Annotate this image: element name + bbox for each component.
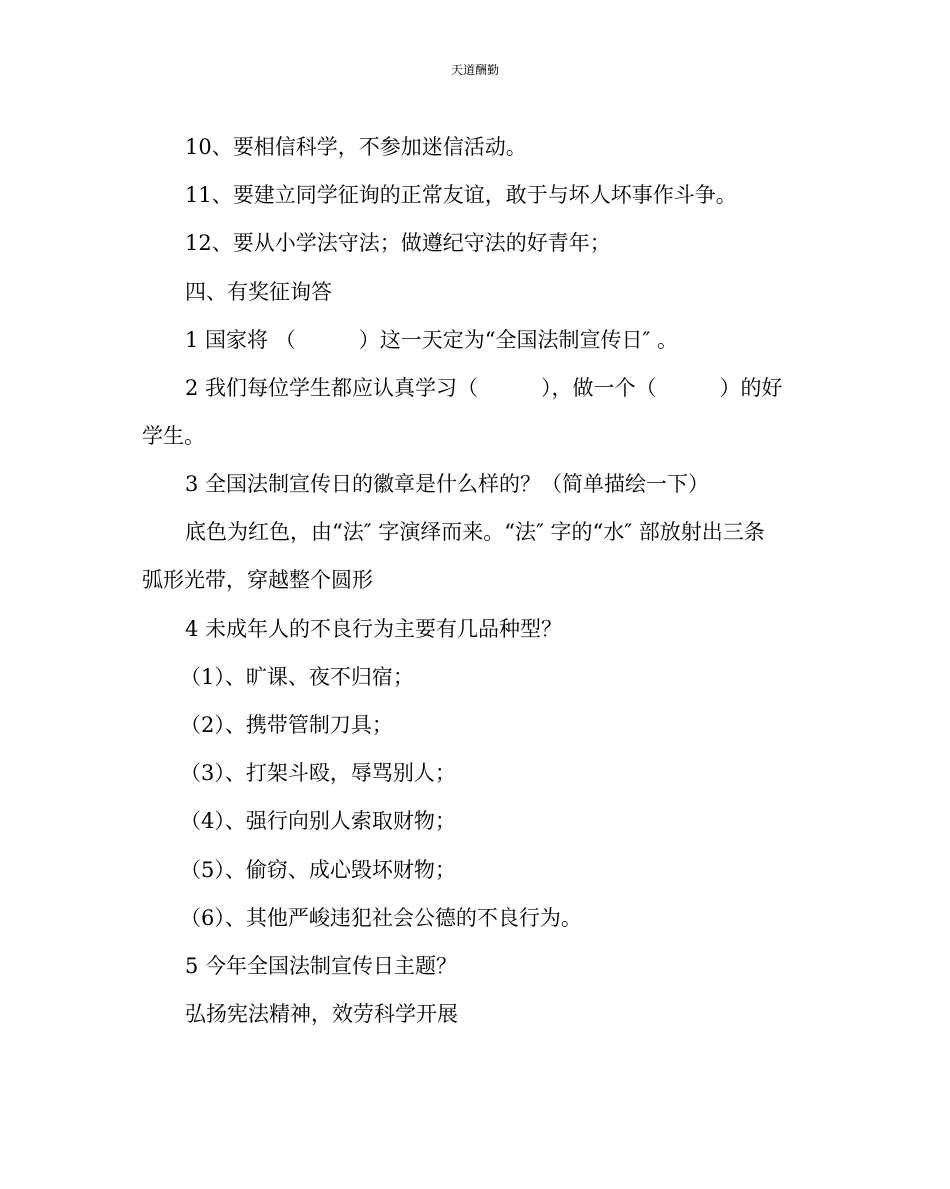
answer-4-item-2: （2）、携带管制刀具； <box>180 713 393 737</box>
rule-10: 10、要相信科学，不参加迷信活动。 <box>185 135 527 159</box>
answer-3-continued: 弧形光带，穿越整个圆形 <box>142 568 373 592</box>
answer-3: 底色为红色，由“法″ 字演绎而来。“法″ 字的“水″ 部放射出三条 <box>185 520 765 544</box>
question-4: 4 未成年人的不良行为主要有几品种型？ <box>185 617 563 641</box>
question-2-continued: 学生。 <box>142 424 205 448</box>
question-3: 3 全国法制宣传日的徽章是什么样的？（简单描绘一下） <box>185 472 710 496</box>
answer-4-item-5: （5）、偷窃、成心毁坏财物； <box>180 858 456 882</box>
section-heading-quiz: 四、有奖征询答 <box>185 280 332 304</box>
answer-4-item-3: （3）、打架斗殴，辱骂别人； <box>180 761 456 785</box>
question-5: 5 今年全国法制宣传日主题？ <box>185 954 458 978</box>
rule-12: 12、要从小学法守法；做遵纪守法的好青年； <box>185 231 611 255</box>
answer-4-item-4: （4）、强行向别人索取财物； <box>180 809 456 833</box>
question-1: 1 国家将 （ ）这一天定为“全国法制宣传日″ 。 <box>185 328 678 352</box>
page-header: 天道酬勤 <box>450 63 499 77</box>
answer-4-item-6: （6）、其他严峻违犯社会公德的不良行为。 <box>180 906 582 930</box>
answer-5: 弘扬宪法精神，效劳科学开展 <box>185 1002 458 1026</box>
answer-4-item-1: （1）、旷课、夜不归宿； <box>180 665 414 689</box>
question-2: 2 我们每位学生都应认真学习（ ），做一个（ ）的好 <box>185 376 783 400</box>
rule-11: 11、要建立同学征询的正常友谊，敢于与坏人坏事作斗争。 <box>185 183 737 207</box>
